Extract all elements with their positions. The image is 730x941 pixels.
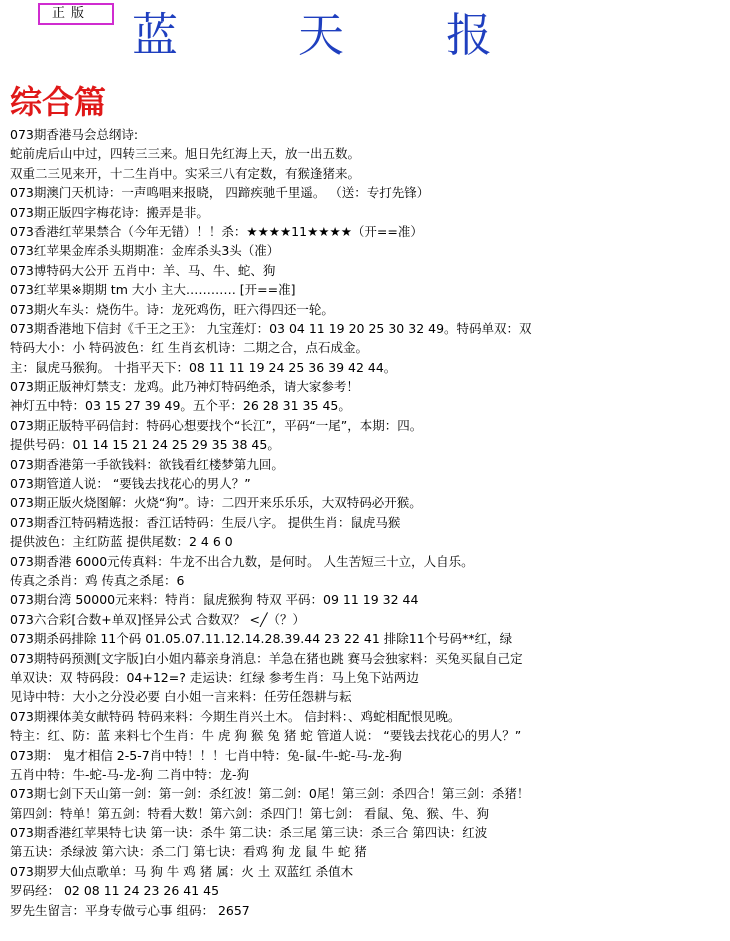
content-line: 073期： 鬼才相信 2-5-7肖中特！！！七肖中特：兔-鼠-牛-蛇-马-龙-狗 bbox=[10, 747, 402, 763]
content-line: 073期杀码排除 11个码 01.05.07.11.12.14.28.39.44 23 22 41 排除11个号码**红，绿 bbox=[10, 631, 513, 647]
masthead-char-2: 天 bbox=[298, 8, 344, 62]
content-line: 073期台湾 50000元来料：特肖：鼠虎猴狗 特双 平码：09 11 19 32 44 bbox=[10, 592, 419, 608]
content-line: 特主：红、防：蓝 来料七个生肖：牛 虎 狗 猴 兔 猪 蛇 管道人说： “要钱去找花心的男人？” bbox=[10, 728, 522, 744]
section-title: 综合篇 bbox=[10, 83, 107, 121]
content-line: 罗码经： 02 08 11 24 23 26 41 45 bbox=[10, 883, 220, 899]
content-line: 073期香港 6000元传真料：牛龙不出合九数，是何时。 人生苦短三十立，人自乐。 bbox=[10, 553, 474, 569]
content-line: 073香港红苹果禁合（今年无错）！！杀：★★★★11★★★★（开==准） bbox=[10, 223, 423, 239]
content-line: 073期火车头：烧伤牛。诗：龙死鸡伤，旺六得四还一轮。 bbox=[10, 301, 334, 317]
content-line: 073期正版火烧图解：火烧“狗”。诗：二四开来乐乐乐，大双特码必开猴。 bbox=[10, 495, 422, 511]
content-line: 传真之杀肖：鸡 传真之杀尾：6 bbox=[10, 572, 185, 588]
masthead-char-1: 蓝 bbox=[132, 8, 178, 62]
content-line: 073期正版四字梅花诗：搬弄是非。 bbox=[10, 204, 209, 220]
content-line: 提供号码：01 14 15 21 24 25 29 35 38 45。 bbox=[10, 437, 280, 453]
content-line: 073期澳门天机诗：一声鸣唱来报晓， 四蹄疾驰千里遥。 （送：专打先锋） bbox=[10, 185, 430, 201]
content-line: 主：鼠虎马猴狗。 十指平天下：08 11 11 19 24 25 36 39 42 44。 bbox=[10, 359, 397, 375]
content-line: 073期正版神灯禁支：龙鸡。此乃神灯特码绝杀，请大家参考！ bbox=[10, 379, 359, 395]
content-line: 蛇前虎后山中过，四转三三来。旭日先红海上天，放一出五数。 bbox=[10, 146, 361, 162]
content-line: 073红苹果※期期 tm 大小 主大………… [开==准] bbox=[10, 282, 296, 298]
content-line: 单双诀：双 特码段：04+12=? 走运诀：红绿 参考生肖：马上兔下站两边 bbox=[10, 669, 419, 685]
content-line: 073期罗大仙点歌单：马 狗 牛 鸡 猪 属：火 土 双蓝红 杀值木 bbox=[10, 863, 354, 879]
content-line: 双重二三见来开，十二生肖中。实采三八有定数，有猴逢猪来。 bbox=[10, 165, 361, 181]
content-line: 073期七剑下天山第一剑：第一剑：杀红波！第二剑：0尾！第三剑：杀四合！第三剑：杀猪！ bbox=[10, 786, 530, 802]
content-line: 073博特码大公开 五肖中：羊、马、牛、蛇、狗 bbox=[10, 262, 276, 278]
content-line: 073期香港地下信封《千王之王》： 九宝莲灯：03 04 11 19 20 25 30 32 49。特码单双：双 bbox=[10, 320, 532, 336]
content-line: 073期香港马会总纲诗: bbox=[10, 127, 139, 142]
content-line: 第四剑：特单！第五剑：特看大数！第六剑：杀四门！第七剑： 看鼠、兔、猴、牛、狗 bbox=[10, 805, 489, 821]
content-line: 073期香江特码精选报：香江话特码：生辰八字。 提供生肖：鼠虎马猴 bbox=[10, 514, 401, 530]
content-line: 073红苹果金库杀头期期准：金库杀头3头（准） bbox=[10, 243, 280, 259]
content-line: 罗先生留言：平身专做亏心事 组码： 2657 bbox=[10, 902, 250, 918]
content-line: 073六合彩[合数+单双]怪异公式 合数双？ <╱（？） bbox=[10, 611, 306, 627]
edition-badge: 正版 bbox=[38, 3, 114, 25]
content-line: 073期香港第一手欲钱料：欲钱看红楼梦第九回。 bbox=[10, 456, 284, 472]
content-line: 五肖中特：牛-蛇-马-龙-狗 二肖中特：龙-狗 bbox=[10, 766, 250, 782]
content-line: 提供波色：主红防蓝 提供尾数：2 4 6 0 bbox=[10, 534, 233, 550]
content-lines bbox=[10, 125, 726, 920]
content-line: 特码大小：小 特码波色：红 生肖玄机诗：二期之合，点石成金。 bbox=[10, 340, 368, 356]
content-line: 073期裸体美女献特码 特码来料：今期生肖兴土木。 信封料：、鸡蛇相配恨见晚。 bbox=[10, 708, 461, 724]
content-line: 见诗中特：大小之分没必要 白小姐一言来料：任劳任怨耕与耘 bbox=[10, 689, 352, 705]
content-line: 073期正版特平码信封：特码心想要找个“长江”，平码“一尾”，本期：四。 bbox=[10, 417, 423, 433]
content-line: 073期香港红苹果特七诀 第一诀：杀牛 第二诀：杀三尾 第三诀：杀三合 第四诀：红波 bbox=[10, 825, 488, 841]
content-line: 神灯五中特：03 15 27 39 49。五个平：26 28 31 35 45。 bbox=[10, 398, 351, 414]
content-line: 073期特码预测[文字版]白小姐内幕亲身消息：羊急在猪也跳 赛马会独家料：买兔买鼠自己定 bbox=[10, 650, 523, 666]
masthead-char-3: 报 bbox=[446, 8, 492, 62]
content-line: 073期管道人说： “要钱去找花心的男人？” bbox=[10, 476, 251, 492]
content-line: 第五诀：杀绿波 第六诀：杀二门 第七诀：看鸡 狗 龙 鼠 牛 蛇 猪 bbox=[10, 844, 367, 860]
